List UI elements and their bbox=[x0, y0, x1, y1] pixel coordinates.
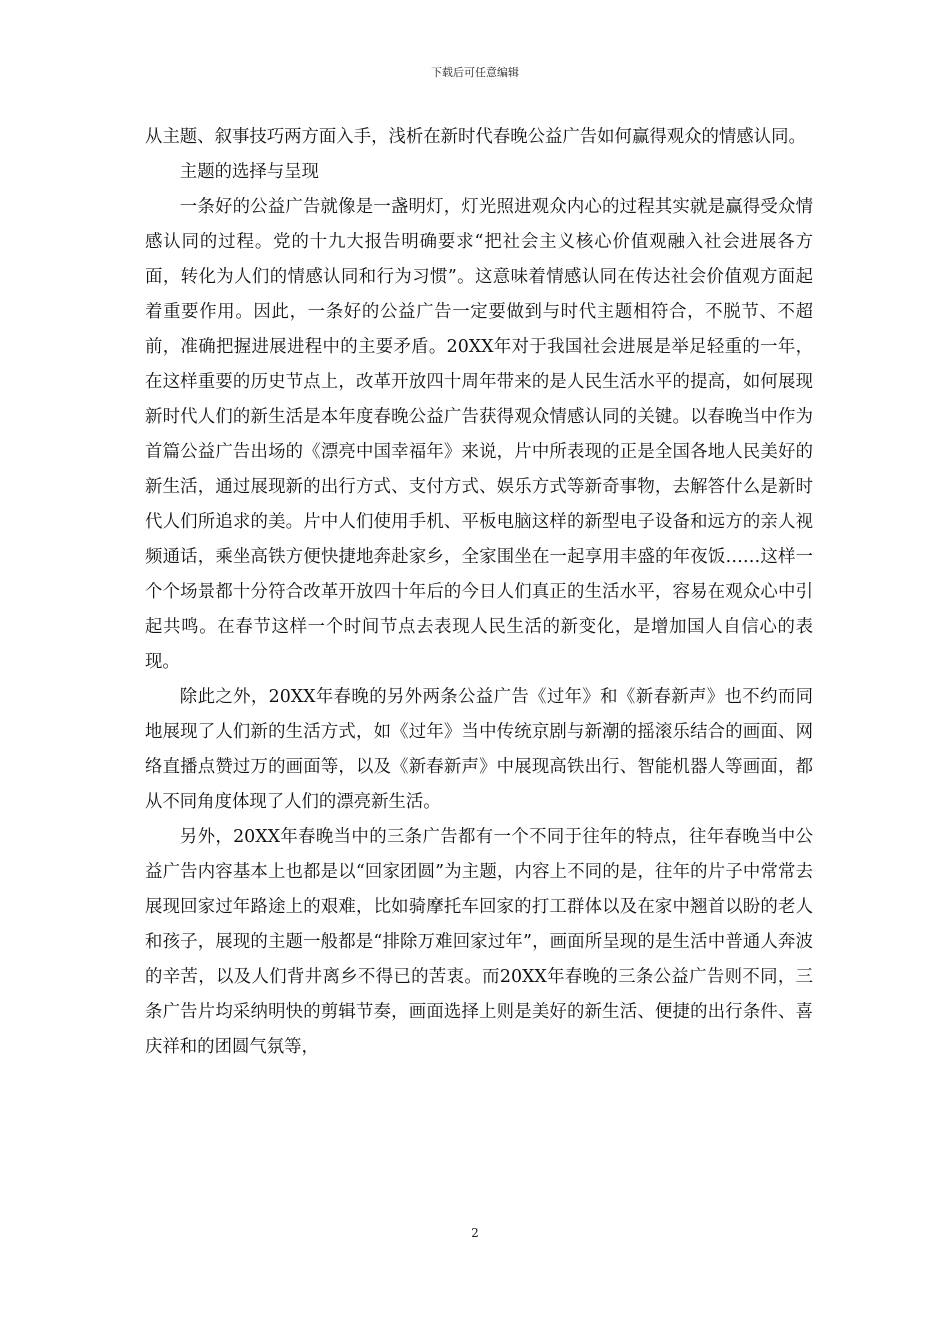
paragraph-theme: 一条好的公益广告就像是一盏明灯，灯光照进观众内心的过程其实就是赢得受众情感认同的过程。党的十九大报告明确要求“把社会主义核心价值观融入社会进展各方面，转化为人们的情感认同和行为习惯”。这意味着情感认同在传达社会价值观方面起着重要作用。因此，一条好的公益广告一定要做到与时代主题相符合，不脱节、不超前，准确把握进展进程中的主要矛盾。20XX年对于我国社会进展是举足轻重的一年，在这样重要的历史节点上，改革开放四十周年带来的是人民生活水平的提高，如何展现新时代人们的新生活是本年度春晚公益广告获得观众情感认同的关键。以春晚当中作为首篇公益广告出场的《漂亮中国幸福年》来说，片中所表现的正是全国各地人民美好的新生活，通过展现新的出行方式、支付方式、娱乐方式等新奇事物，去解答什么是新时代人们所追求的美。片中人们使用手机、平板电脑这样的新型电子设备和远方的亲人视频通话，乘坐高铁方便快捷地奔赴家乡，全家围坐在一起享用丰盛的年夜饭……这样一个个场景都十分符合改革开放四十年后的今日人们真正的生活水平，容易在观众心中引起共鸣。在春节这样一个时间节点去表现人民生活的新变化，是增加国人自信心的表现。 bbox=[145, 197, 813, 672]
document-body bbox=[145, 120, 813, 1065]
paragraph-intro-continuation: 从主题、叙事技巧两方面入手，浅析在新时代春晚公益广告如何赢得观众的情感认同。 bbox=[145, 127, 806, 147]
section-heading: 主题的选择与呈现 bbox=[179, 162, 319, 182]
paragraph-besides: 除此之外，20XX年春晚的另外两条公益广告《过年》和《新春新声》也不约而同地展现了人们新的生活方式，如《过年》当中传统京剧与新潮的摇滚乐结合的画面、网络直播点赞过万的画面等，以及《新春新声》中展现高铁出行、智能机器人等画面，都从不同角度体现了人们的漂亮新生活。 bbox=[145, 687, 813, 812]
page-number: 2 bbox=[471, 1226, 479, 1240]
paragraph-additionally: 另外，20XX年春晚当中的三条广告都有一个不同于往年的特点，往年春晚当中公益广告内容基本上也都是以“回家团圆”为主题，内容上不同的是，往年的片子中常常去展现回家过年路途上的艰难，比如骑摩托车回家的打工群体以及在家中翘首以盼的老人和孩子，展现的主题一般都是“排除万难回家过年”，画面所呈现的是生活中普通人奔波的辛苦，以及人们背井离乡不得已的苦衷。而20XX年春晚的三条公益广告则不同，三条广告片均采纳明快的剪辑节奏，画面选择上则是美好的新生活、便捷的出行条件、喜庆祥和的团圆气氛等， bbox=[145, 827, 813, 1057]
page-header: 下载后可任意编辑 bbox=[431, 66, 519, 79]
